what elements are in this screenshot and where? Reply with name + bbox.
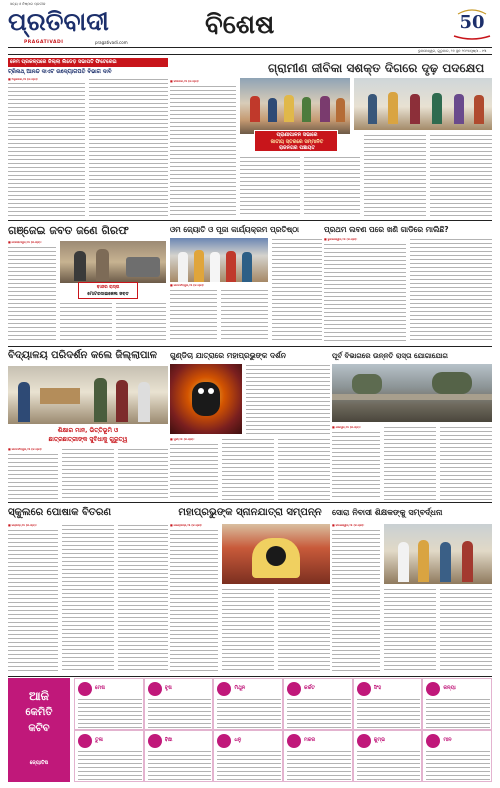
- story-2-body-col3: [304, 156, 360, 216]
- story-3-headline: ଗଞ୍ଜେଇ ଜବତ ଜଣେ ଗିରଫ: [8, 224, 129, 237]
- horoscope-sign-name: ମେଷ: [95, 685, 105, 691]
- story-1-headline-bar: [8, 58, 168, 67]
- story-9-byline: ■ କେନ୍ଦ୍ରାପଡ଼ା,୨୫ (ନି.ପ୍ର):: [170, 524, 203, 527]
- story-7-photo: [170, 364, 242, 434]
- story-2: [170, 58, 492, 218]
- horoscope-sign-cell: [213, 730, 283, 782]
- story-2-inset: [254, 130, 338, 152]
- horoscope-sign-name: କୁମ୍ଭ: [373, 737, 386, 743]
- horoscope-sign-name: ମକର: [304, 737, 316, 743]
- story-6-body-col1: [8, 453, 58, 500]
- story-2-body-col4: [364, 134, 426, 216]
- horoscope-grid: [74, 678, 492, 782]
- zodiac-icon: [426, 682, 440, 696]
- horoscope-sign-cell: [422, 678, 492, 730]
- section-title: ବିଶେଷ: [205, 10, 275, 40]
- horoscope-title-line2: କେମିତି: [25, 707, 53, 718]
- divider: [8, 676, 492, 677]
- zodiac-icon: [357, 734, 371, 748]
- story-9-headline: ମହାପ୍ରଭୁଙ୍କ ସ୍ନାନଯାତ୍ରା ସମ୍ପନ୍ନ: [178, 507, 322, 518]
- story-1-body-col2: [89, 78, 168, 216]
- story-2-inset-line1: ପ୍ରାଣୀପାଳନ ସଭାରେ: [276, 132, 318, 138]
- horoscope-sign-name: ବୃଷ: [164, 685, 172, 691]
- story-5-byline: ■ ଭୁବନେଶ୍ୱର,୨୫ (ନି.ପ୍ର):: [324, 238, 358, 241]
- story-5-body-col1: [324, 243, 406, 342]
- horoscope-sign-text: [148, 750, 212, 780]
- horoscope-sign-text: [287, 698, 351, 728]
- story-6-caption-line2: ଛାତ୍ରଛାତ୍ରୀଙ୍କ ସୁବିଧାକୁ ଗୁରୁତ୍ୱ: [48, 436, 128, 443]
- story-7-body-col1: [170, 443, 218, 500]
- story-4-body-col-right: [272, 238, 322, 342]
- story-6: [8, 348, 168, 500]
- story-3-badge-line2: ମୋଟରସାଇକେଲ ଜବତ: [87, 292, 129, 297]
- story-4-photo: [170, 238, 268, 282]
- horoscope-sign-cell: [353, 730, 423, 782]
- story-10-body-col2: [384, 588, 436, 672]
- story-2-inset-line2: ଜାତୀୟ ସ୍ତରରେ ସମ୍ମାନିତ: [270, 138, 324, 145]
- horoscope-sign-cell: [213, 678, 283, 730]
- divider: [8, 346, 492, 347]
- horoscope-sign-name: କର୍କଟ: [304, 685, 315, 691]
- story-11-byline: ■ ନୟାଗଡ଼,୨୫ (ନି.ପ୍ର):: [8, 524, 37, 527]
- story-2-body-col5: [430, 134, 492, 216]
- zodiac-icon: [217, 734, 231, 748]
- story-9-body-col3: [278, 588, 330, 672]
- horoscope-sign-cell: [422, 730, 492, 782]
- horoscope-sign-cell: [144, 678, 214, 730]
- horoscope-sign-text: [287, 750, 351, 780]
- story-9-body-col1: [170, 529, 218, 672]
- story-3-body-col3: [116, 302, 166, 342]
- zodiac-icon: [78, 682, 92, 696]
- story-6-headline: ବିଦ୍ୟାଳୟ ପରିଦର୍ଶନ କଲେ ଜିଲ୍ଲାପାଳ: [8, 350, 157, 361]
- zodiac-icon: [426, 734, 440, 748]
- story-7-body-col2: [222, 438, 274, 500]
- horoscope-sign-cell: [74, 730, 144, 782]
- story-10-byline: ■ ବାଲେଶ୍ୱର,୨୫ (ନି.ପ୍ର):: [332, 524, 365, 527]
- horoscope-sign-text: [148, 698, 212, 728]
- story-4-headline: ଓମ ଜ୍ୟୋତି ଓ ପୂଜା କାର୍ଯ୍ୟକ୍ରମ ପ୍ରତିଷ୍ଠା: [170, 225, 299, 234]
- horoscope-title-line1: ଆଜି: [29, 689, 49, 703]
- horoscope-sign-name: ମିଥୁନ: [234, 685, 246, 691]
- horoscope-sign-text: [217, 750, 281, 780]
- story-2-inset-line3: ରାଜନଗର ପଞ୍ଚାୟତ: [279, 145, 315, 151]
- story-2-byline: ■ ବାରିପଦା,୨୫ (ନି.ପ୍ର):: [170, 80, 199, 83]
- story-6-photo: [8, 366, 168, 424]
- story-5-body-col2: [410, 238, 492, 342]
- horoscope-sign-text: [357, 750, 421, 780]
- story-6-body-col2: [62, 448, 114, 500]
- horoscope-astrologer: ଜ୍ୟୋତିଷ: [29, 760, 49, 766]
- story-8-body-col2: [384, 426, 436, 500]
- horoscope-sign-name: ସିଂହ: [373, 685, 382, 691]
- story-10-body-col3: [440, 588, 492, 672]
- story-3-body-col2: [60, 302, 112, 342]
- masthead: [0, 0, 500, 58]
- horoscope-sign-cell: [144, 730, 214, 782]
- horoscope-title-line3: କଟିବ: [28, 723, 50, 734]
- story-1-byline: ■ ଅନୁଗୋଳ,୨୫ (ନି.ପ୍ର):: [8, 78, 39, 81]
- zodiac-icon: [287, 682, 301, 696]
- horoscope-sign-name: ତୁଳା: [95, 737, 103, 743]
- story-11-body-col3: [118, 524, 168, 672]
- story-3-byline: ■ ବେରହାମପୁର,୨୫ (ନି.ପ୍ର):: [8, 241, 42, 244]
- horoscope-sign-text: [78, 698, 142, 728]
- anniversary-logo: [450, 6, 494, 42]
- story-3: [8, 222, 168, 344]
- horoscope-sign-cell: [353, 678, 423, 730]
- horoscope-sign-cell: [74, 678, 144, 730]
- horoscope-sign-name: ମୀନ: [443, 737, 452, 743]
- story-2-photo: [240, 78, 350, 134]
- story-3-badge-line1: ବାନ୍ଦର ରାସ୍ତା: [96, 285, 120, 290]
- masthead-brand-latin: PRAGATIVADI: [24, 40, 64, 45]
- divider: [8, 502, 492, 503]
- horoscope-sign-text: [78, 750, 142, 780]
- zodiac-icon: [287, 734, 301, 748]
- story-4-byline: ■ ଜଗତସିଂହପୁର,୨୫ (ନି.ପ୍ର):: [170, 284, 205, 287]
- masthead-tagline: ସତ୍ୟ ଓ ନିଷ୍ଠାର ପ୍ରତୀକ: [10, 2, 46, 6]
- masthead-brand: ପ୍ରତିବାଦୀ: [8, 7, 109, 36]
- story-9-photo: [222, 524, 330, 584]
- story-7-headline: ଗୁଣ୍ଡିଚା ଯାତ୍ରାରେ ମହାପ୍ରଭୁଙ୍କ ଦର୍ଶନ: [170, 351, 286, 360]
- zodiac-icon: [357, 682, 371, 696]
- story-11: [8, 504, 168, 674]
- anniversary-number: 50: [459, 12, 485, 33]
- masthead-website: pragativadi.com: [95, 40, 128, 45]
- story-7-body-col-right: [246, 364, 330, 434]
- horoscope-sign-text: [357, 698, 421, 728]
- masthead-date: ଭୁବନେଶ୍ୱର, ଗୁରୁବାର, ୨୬ ଜୁନ ୨୦୨୫: [417, 49, 470, 53]
- story-8-headline: ପୂର୍ବ ବିଭାଗରେ ଉନ୍ନତି ରାସ୍ତା ଯୋଗାଯୋଗ: [332, 352, 448, 360]
- masthead-page: ପୃଷ୍ଠା - ୧୩: [470, 49, 487, 53]
- story-8: [332, 348, 492, 500]
- story-6-caption: [28, 426, 148, 444]
- zodiac-icon: [217, 682, 231, 696]
- story-7: [170, 348, 330, 500]
- zodiac-icon: [148, 682, 162, 696]
- story-9-body-col2: [222, 588, 274, 672]
- story-4: [170, 222, 322, 344]
- story-5: [324, 222, 492, 344]
- story-4-body-col1: [170, 289, 217, 342]
- story-6-body-col3: [118, 448, 168, 500]
- horoscope-sign-text: [426, 698, 490, 728]
- story-10-headline: ସୋରା ନିବାସୀ ଶିକ୍ଷକଙ୍କୁ ସମ୍ବର୍ଦ୍ଧନା: [332, 508, 443, 517]
- story-1-body-col1: [8, 82, 85, 216]
- story-5-headline: ପ୍ରଥମ ଲବଣ ପରେ ଖଣି ଗାଡିରେ ମାଲିଛି?: [324, 225, 449, 234]
- story-1: [8, 58, 168, 218]
- story-9: [170, 504, 330, 674]
- horoscope-sign-text: [426, 750, 490, 780]
- horoscope-sign-name: ବିଛା: [164, 737, 173, 743]
- horoscope-title-box: [8, 678, 70, 782]
- story-1-headline-line1: ନେମ ପ୍ରକଳ୍ପରେ ଜିଲ୍ଲା ଲିଡେଡ଼ ସଭାପତି ଫିଟେରେଇ: [10, 59, 117, 65]
- story-1-headline-line2: ଟ୍ରିନାଥ୍ ଆନନ୍ଦ ଦାଏଟ ଉଦ୍ୟୋଗପତି ବିଭାଗ ଦାବି: [8, 69, 112, 75]
- story-8-byline: ■ ଯାଜପୁର,୨୫ (ନି.ପ୍ର):: [332, 426, 361, 429]
- divider: [8, 220, 492, 221]
- story-10-photo: [384, 524, 492, 584]
- story-8-photo: [332, 364, 492, 422]
- story-10: [332, 504, 492, 674]
- horoscope-sign-name: କନ୍ୟା: [443, 685, 456, 691]
- story-8-body-col3: [440, 426, 492, 500]
- horoscope-sign-name: ଧନୁ: [234, 737, 242, 743]
- story-7-byline: ■ ପୁରୀ,୨୫ (ନି.ପ୍ର):: [170, 438, 195, 441]
- story-6-byline: ■ ଜଗତସିଂହପୁର,୨୫ (ନି.ପ୍ର):: [8, 448, 43, 451]
- story-11-body-col1: [8, 529, 58, 672]
- horoscope: [8, 678, 492, 782]
- story-3-badge: [78, 282, 138, 299]
- anniversary-emblem: [450, 6, 494, 42]
- masthead-logo: [8, 7, 128, 41]
- horoscope-sign-cell: [283, 678, 353, 730]
- story-2-body-col2: [240, 156, 300, 216]
- zodiac-icon: [78, 734, 92, 748]
- story-2-headline: ଗ୍ରାମୀଣ ଜୀବିକା ସଶକ୍ତ ଦିଗରେ ଦୃଢ଼ ପଦକ୍ଷେପ: [268, 61, 485, 75]
- story-8-body-col1: [332, 431, 380, 500]
- story-3-photo: [60, 241, 166, 283]
- story-11-body-col2: [62, 524, 114, 672]
- story-4-body-col2: [221, 289, 268, 342]
- story-10-body-col1: [332, 529, 380, 672]
- horoscope-sign-text: [217, 698, 281, 728]
- story-2-photo-2: [354, 78, 492, 130]
- horoscope-sign-cell: [283, 730, 353, 782]
- story-6-caption-line1: ଶିକ୍ଷାର ମାନ, ଭିତ୍ତିଭୂମି ଓ: [57, 427, 119, 434]
- zodiac-icon: [148, 734, 162, 748]
- dateline-bar: [0, 47, 500, 55]
- story-11-headline: ସ୍କୁଲରେ ପୋଷାକ ବିତରଣ: [8, 507, 112, 518]
- story-2-body-col1: [170, 85, 236, 216]
- story-3-body-col1: [8, 246, 56, 342]
- story-7-body-col3: [278, 438, 330, 500]
